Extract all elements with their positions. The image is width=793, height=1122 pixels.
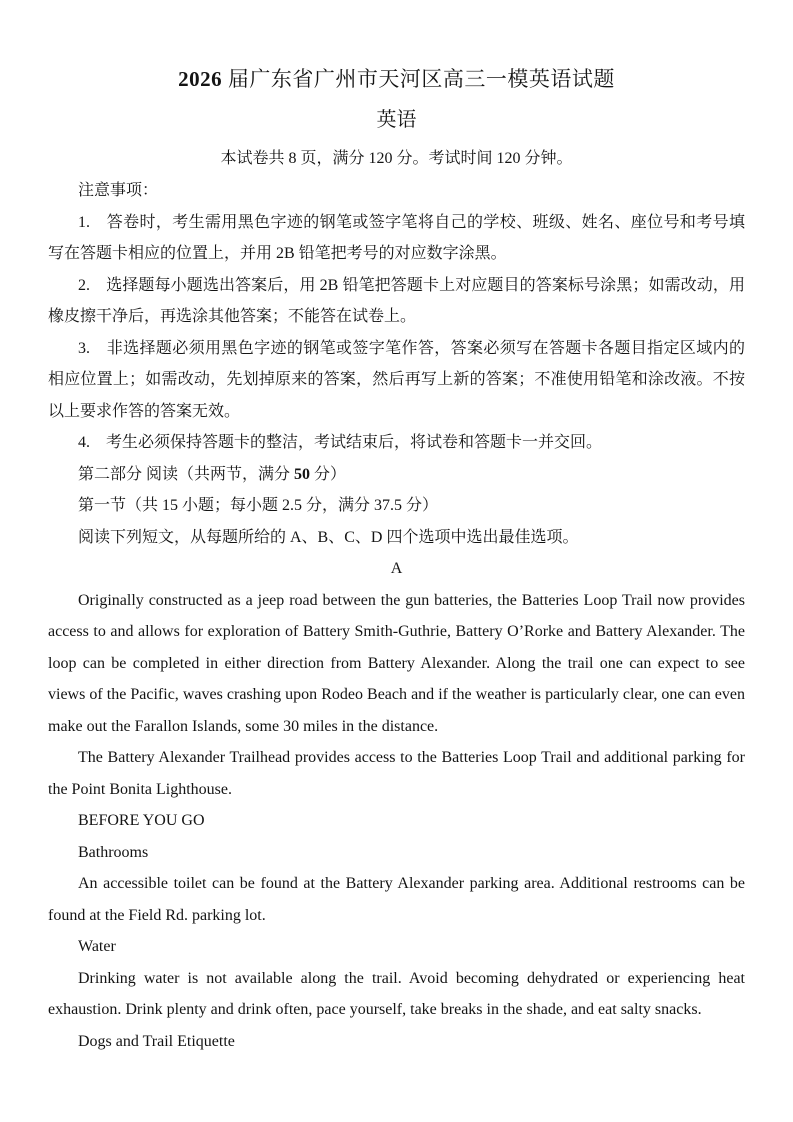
water-text: Drinking water is not available along the trail. Avoid becoming dehydrated or experiencing heat exhaustion. Drink plenty and drink often, pace yourself, take breaks in the shade, and eat salty snacks. <box>48 969 745 1018</box>
before-you-go-heading: BEFORE YOU GO <box>78 812 205 829</box>
note-item-3: 3. 非选择题必须用黑色字迹的钢笔或签字笔作答，答案必须写在答题卡各题目指定区域内的相应位置上；如需改动，先划掉原来的答案，然后再写上新的答案；不准使用铅笔和涂改液。不按以上要求作答的答案无效。 <box>48 339 745 420</box>
passage-a-paragraph-1: Originally constructed as a jeep road between the gun batteries, the Batteries Loop Trail now provides access to and allows for exploration of Battery Smith-Guthrie, Battery O’Rorke and Battery Alexander. The loop can be completed in either direction from Battery Alexander. Along the trail one can expect to see views of the Pacific, waves crashing upon Rodeo Beach and if the weather is particularly clear, one can even make out the Farallon Islands, some 30 miles in the distance. <box>48 591 745 735</box>
exam-title-year: 2026 <box>178 67 223 91</box>
section1-heading: 第一节（共 15 小题；每小题 2.5 分，满分 37.5 分） <box>78 497 439 514</box>
bathrooms-text: An accessible toilet can be found at the Battery Alexander parking area. Additional restrooms can be found at the Field Rd. parking lot. <box>48 875 745 924</box>
notes-heading: 注意事项： <box>78 182 159 199</box>
passage-a-label: A <box>390 560 403 577</box>
part2-heading <box>48 459 745 491</box>
part2-heading-suffix: 分） <box>310 465 347 483</box>
passage-a-paragraph-2: The Battery Alexander Trailhead provides access to the Batteries Loop Trail and additional parking for the Point Bonita Lighthouse. <box>48 749 745 798</box>
bathrooms-heading: Bathrooms <box>78 843 149 861</box>
note-item-1: 1. 答卷时，考生需用黑色字迹的钢笔或签字笔将自己的学校、班级、姓名、座位号和考号填写在答题卡相应的位置上，并用 2B 铅笔把考号的对应数字涂黑。 <box>48 213 745 262</box>
reading-instructions: 阅读下列短文，从每题所给的 A、B、C、D 四个选项中选出最佳选项。 <box>78 528 579 546</box>
note-item-4: 4. 考生必须保持答题卡的整洁，考试结束后，将试卷和答题卡一并交回。 <box>78 434 603 451</box>
part2-heading-prefix: 第二部分 阅读（共两节，满分 <box>78 465 295 483</box>
exam-title-text: 届广东省广州市天河区高三一模英语试题 <box>222 67 615 91</box>
subject-heading: 英语 <box>376 109 417 131</box>
exam-info-line: 本试卷共 8 页，满分 120 分。考试时间 120 分钟。 <box>220 150 573 167</box>
exam-title <box>48 60 745 98</box>
dogs-etiquette-heading: Dogs and Trail Etiquette <box>78 1032 235 1050</box>
part2-heading-score: 50 <box>294 465 311 483</box>
water-heading: Water <box>78 938 116 955</box>
note-item-2: 2. 选择题每小题选出答案后，用 2B 铅笔把答题卡上对应题目的答案标号涂黑；如需改动，用橡皮擦干净后，再选涂其他答案；不能答在试卷上。 <box>48 276 745 325</box>
document-body <box>48 175 745 1057</box>
